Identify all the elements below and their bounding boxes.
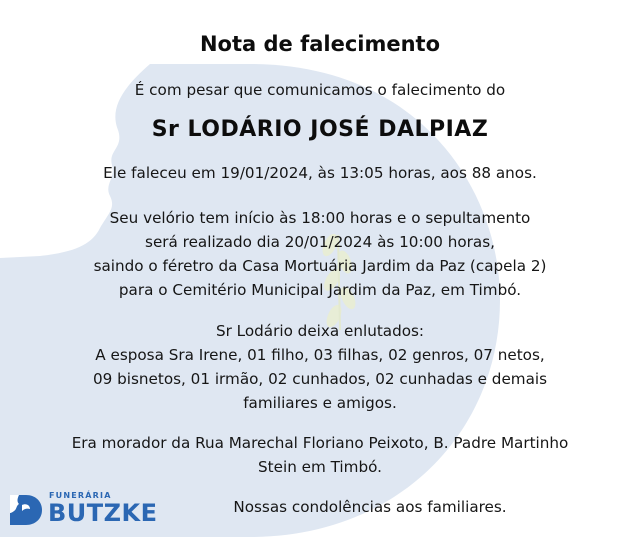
funeral-line: saindo o féretro da Casa Mortuária Jardim da Paz (capela 2) bbox=[93, 257, 547, 275]
death-info-text: Ele faleceu em 19/01/2024, às 13:05 horas, aos 88 anos. bbox=[103, 164, 537, 182]
funeral-line: para o Cemitério Municipal Jardim da Paz, em Timbó. bbox=[118, 281, 522, 299]
funeraria-butzke-logo bbox=[8, 491, 158, 529]
family-line: 09 bisnetos, 01 irmão, 02 cunhados, 02 cunhadas e demais bbox=[92, 370, 548, 388]
family-line: Sr Lodário deixa enlutados: bbox=[215, 322, 425, 340]
logo-small-text: FUNERÁRIA bbox=[49, 491, 112, 500]
funeral-line: Seu velório tem início às 18:00 horas e o sepultamento bbox=[109, 209, 531, 227]
residence-line: Era morador da Rua Marechal Floriano Peixoto, B. Padre Martinho bbox=[71, 434, 569, 452]
family-line: familiares e amigos. bbox=[243, 394, 397, 412]
funeral-line: será realizado dia 20/01/2024 às 10:00 horas, bbox=[145, 233, 495, 251]
residence-line: Stein em Timbó. bbox=[258, 458, 382, 476]
dove-d-logo-icon bbox=[8, 493, 44, 527]
intro-text: É com pesar que comunicamos o falecimento do bbox=[134, 81, 506, 99]
deceased-name: Sr LODÁRIO JOSÉ DALPIAZ bbox=[151, 117, 489, 142]
notice-title: Nota de falecimento bbox=[199, 32, 441, 56]
condolences-text: Nossas condolências aos familiares. bbox=[233, 498, 507, 516]
family-line: A esposa Sra Irene, 01 filho, 03 filhas, 02 genros, 07 netos, bbox=[95, 346, 545, 364]
logo-brand-text: BUTZKE bbox=[48, 499, 158, 527]
